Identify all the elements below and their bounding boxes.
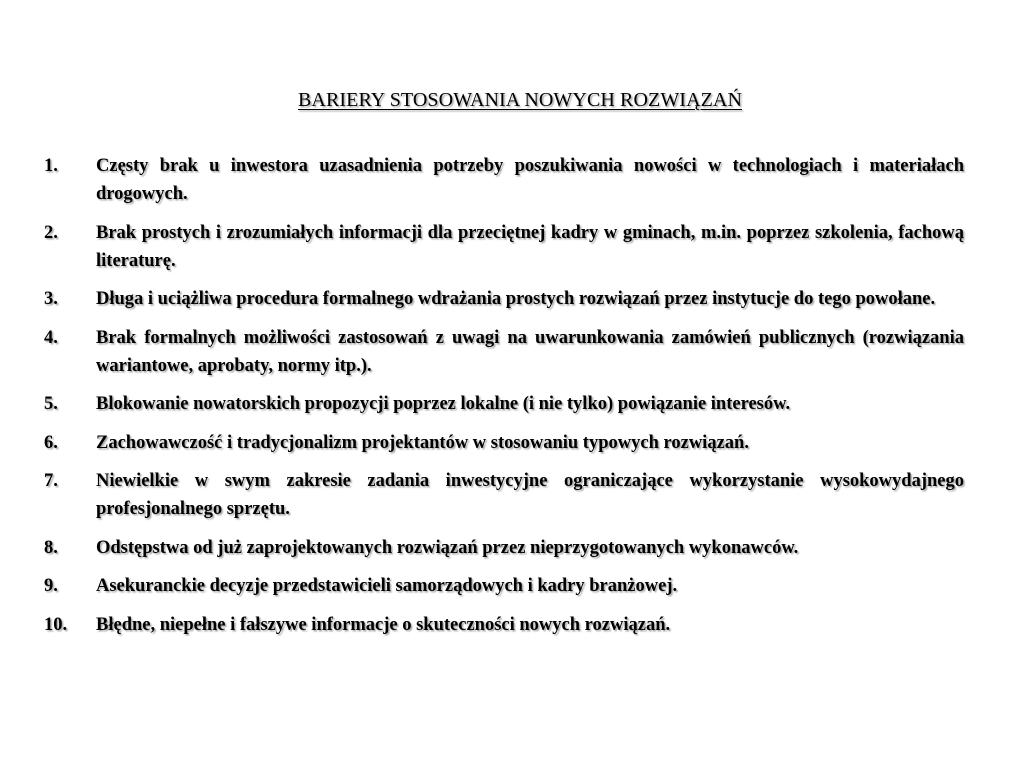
list-item	[44, 611, 964, 639]
item-number: 9.	[44, 576, 58, 596]
item-text: Blokowanie nowatorskich propozycji poprzez lokalne (i nie tylko) powiązanie interesów.	[96, 394, 791, 414]
list-item	[44, 390, 964, 418]
item-text: Błędne, niepełne i fałszywe informacje o skuteczności nowych rozwiązań.	[96, 614, 671, 635]
list-item	[44, 534, 964, 562]
item-number: 8.	[44, 537, 58, 558]
item-number: 5.	[44, 394, 58, 414]
item-text: Częsty brak u inwestora uzasadnienia potrzeby poszukiwania nowości w technologiach i materiałach drogowych.	[96, 156, 964, 204]
item-number: 2.	[44, 222, 58, 243]
slide-title: BARIERY STOSOWANIA NOWYCH ROZWIĄZAŃ	[297, 89, 743, 111]
item-text: Zachowawczość i tradycjonalizm projektantów w stosowaniu typowych rozwiązań.	[96, 432, 749, 453]
item-text: Brak formalnych możliwości zastosowań z uwagi na uwarunkowania zamówień publicznych (rozwiązania wariantowe, aprobaty, normy itp.).	[96, 327, 964, 376]
item-number: 3.	[44, 289, 58, 309]
item-text: Brak prostych i zrozumiałych informacji dla przeciętnej kadry w gminach, m.in. poprzez szkolenia, fachową literaturę.	[96, 222, 964, 271]
item-text: Odstępstwa od już zaprojektowanych rozwiązań przez nieprzygotowanych wykonawców.	[96, 537, 799, 558]
list-item	[44, 467, 964, 523]
item-number: 6.	[44, 432, 58, 453]
list-item	[44, 572, 964, 600]
list-item	[44, 429, 964, 457]
list-item	[44, 285, 964, 313]
list-item	[44, 324, 964, 380]
list-item	[44, 152, 964, 208]
item-number: 7.	[44, 471, 58, 491]
item-text: Długa i uciążliwa procedura formalnego wdrażania prostych rozwiązań przez instytucje do tego powołane.	[96, 289, 936, 309]
barriers-list	[44, 152, 964, 649]
item-number: 1.	[44, 156, 58, 176]
item-text: Niewielkie w swym zakresie zadania inwestycyjne ograniczające wykorzystanie wysokowydajnego profesjonalnego sprzętu.	[96, 471, 964, 519]
list-item	[44, 219, 964, 275]
item-number: 10.	[44, 614, 68, 635]
item-number: 4.	[44, 327, 58, 348]
item-text: Asekuranckie decyzje przedstawicieli samorządowych i kadry branżowej.	[96, 576, 678, 596]
